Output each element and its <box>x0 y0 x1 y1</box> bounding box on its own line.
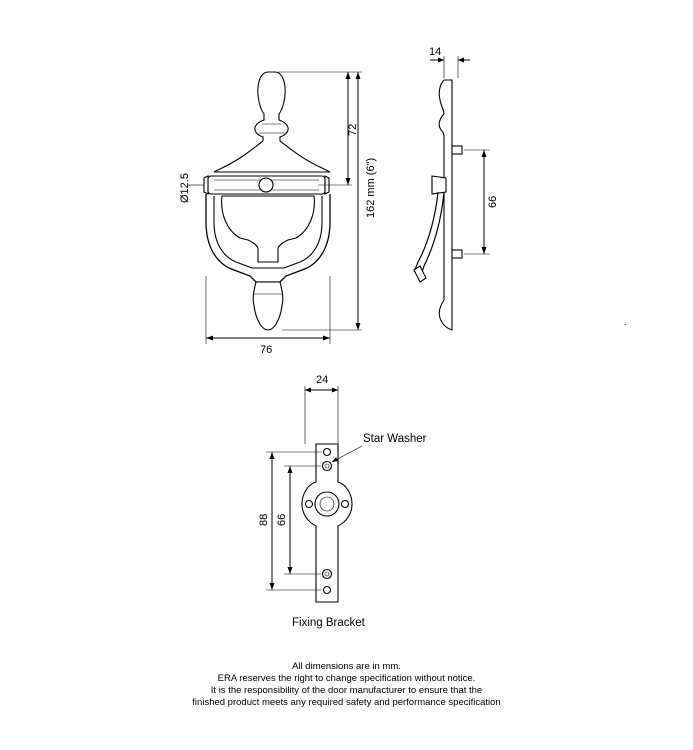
knocker-front-view <box>204 72 330 330</box>
note-line: finished product meets any required safety and performance specification <box>192 697 501 708</box>
dim-bracket-width: 24 <box>316 374 329 386</box>
notes-block <box>0 661 693 709</box>
star-washer-label: Star Washer <box>363 433 427 445</box>
note-line: ERA reserves the right to change specification without notice. <box>217 673 476 684</box>
dim-bracket-overall-height: 88 <box>258 513 270 526</box>
dim-side-depth: 14 <box>429 46 442 58</box>
dim-bracket-fixing-centres: 66 <box>276 513 288 526</box>
dim-side-fixing-centres: 66 <box>487 195 499 208</box>
dim-diameter: Ø12.5 <box>179 173 191 203</box>
note-line: All dimensions are in mm. <box>292 661 401 672</box>
dim-overall-width: 76 <box>260 344 273 356</box>
stray-dot: . <box>624 317 627 327</box>
knocker-side-view <box>414 80 462 330</box>
dim-top-to-center: 72 <box>347 123 359 136</box>
dim-overall-height: 162 mm (6") <box>365 157 377 218</box>
fixing-bracket-drawing <box>302 444 352 602</box>
fixing-bracket-label: Fixing Bracket <box>292 617 365 629</box>
note-line: It is the responsibility of the door manufacturer to ensure that the <box>210 685 483 696</box>
